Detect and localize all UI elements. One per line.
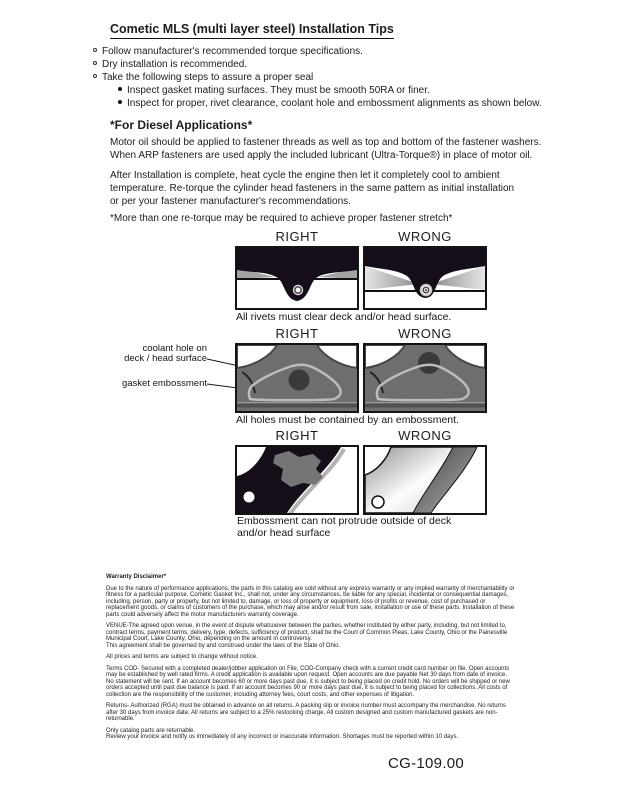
rivet-icon [291,283,305,297]
coolant-hole-label [85,344,207,363]
row2-right-label: RIGHT [275,326,319,341]
gasket-edge-seam [365,404,485,408]
tip-text: Inspect gasket mating surfaces. They must be smooth 50RA or finer. [127,85,430,96]
row2-caption: All holes must be contained by an embossment. [236,414,459,426]
disclaimer-paragraph: Due to the nature of performance applications, the parts in this catalog are sold without any express warranty or any implied warranty of merchantability or fitness for a particular purpose. Cometic Gasket Inc., shall not, under any circumstances, be liable for any special, incidental or consequential damages, including, person, party or property, but not limited to, damage, or loss of property or equipment, loss of profits or revenue, cost of purchased or replacement goods, or claims of customers of the purchase, which may arise and/or result from sale, installation or use of these parts. Installation of these parts could adversely affect the motor manufacturers warranty coverage. [106,585,515,618]
gasket-edge-seam [237,404,357,408]
filled-bullet-icon [118,100,122,104]
paragraph-line: After Installation is complete, heat cycle the engine then let it completely cool to ambient [110,170,500,181]
diagram-protrusion-right-panel [235,445,359,515]
hollow-bullet-icon [93,48,97,52]
diagram-rivet-right-panel [235,246,359,310]
disclaimer-paragraph: All prices and terms are subject to change without notice. [106,654,258,660]
row1-caption: All rivets must clear deck and/or head surface. [236,311,452,323]
tip-bullet [93,59,247,71]
hollow-bullet-icon [93,61,97,65]
coolant-hole [418,352,440,374]
paragraph-line: Motor oil should be applied to fastener threads as well as top and bottom of the fastener washers. [110,137,542,148]
rivet-icon [419,283,433,297]
row1-right-label: RIGHT [275,229,319,244]
caption-line: and/or head surface [237,527,331,539]
tip-sub-bullet [118,85,430,97]
rivet-touch-diagram [365,248,485,308]
page-number: CG-109.00 [388,755,465,772]
disclaimer-paragraph: Only catalog parts are returnable. [106,727,196,734]
retorque-note: *More than one re-torque may be required to achieve proper fastener stretch* [110,213,453,224]
tip-text: Follow manufacturer's recommended torque specifications. [102,46,363,57]
diesel-section-heading: *For Diesel Applications* [110,118,253,132]
diesel-paragraph-1 [110,136,541,162]
row3-right-label: RIGHT [275,428,319,443]
diesel-paragraph-2 [110,169,514,208]
bolt-hole [244,492,255,503]
row2-wrong-label: WRONG [398,326,452,341]
diagram-protrusion-wrong-panel [363,445,487,515]
disclaimer-paragraph: Returns- Authorized (RGA) must be obtained in advance on all returns. A packing slip or invoice number must accompany the merchandise. No returns after 30 days from invoice date. All returns are subject to a 25% restocking charge. All custom designed and custom manufactured gaskets are non-returnable. [106,703,506,722]
hollow-bullet-icon [93,74,97,78]
row1-wrong-label: WRONG [398,229,452,244]
row3-caption [237,515,451,539]
hole-in-embossment-diagram [237,345,357,411]
diagram-rivet-wrong-panel [363,246,487,310]
disclaimer-paragraph: Review your invoice and notify us immediately of any incorrect or inaccurate information. Shortages must be reported within 10 days. [106,734,459,740]
row3-wrong-label: WRONG [398,428,452,443]
tip-text: Inspect for proper, rivet clearance, coolant hole and embossment alignments as shown below. [127,98,542,109]
label-line: deck / head surface [124,352,207,364]
diagram-embossment-wrong-panel [363,343,487,413]
diagram-embossment-right-panel [235,343,359,413]
filled-bullet-icon [118,87,122,91]
paragraph-line: When ARP fasteners are used apply the included lubricant (Ultra-Torque®) in place of motor oil. [110,150,533,161]
embossment-protruding-diagram [365,447,485,513]
paragraph-line: temperature. Re-torque the cylinder head fasteners in the same pattern as initial installation [110,183,515,194]
disclaimer-heading: Warranty Disclaimer* [106,574,167,580]
warranty-disclaimer [106,574,516,746]
disclaimer-paragraph: This agreement shall be governed by and construed under the laws of the State of Ohio. [106,642,341,649]
tip-sub-bullet [118,98,542,110]
caption-line: Embossment can not protrude outside of deck [237,515,452,527]
page-title: Cometic MLS (multi layer steel) Installation Tips [110,22,394,39]
tip-text: Dry installation is recommended. [102,59,248,70]
bolt-hole [372,496,384,508]
disclaimer-paragraph: VENUE-The agreed upon venue, in the event of dispute whatsoever between the parties, whether instituted by either party, including, but not limited to, contract terms, payment terms, delivery, type, defects, sufficiency of product, shall be the Court of Common Pleas, Lake County, Ohio or the Painesville Municipal Court, Lake County, Ohio, depending on the amount in controversy. [106,623,508,642]
gasket-embossment-label: gasket embossment [121,378,207,389]
label-line: coolant hole on [142,343,207,354]
hole-outside-embossment-diagram [365,345,485,411]
tip-bullet [93,46,363,58]
tip-text: Take the following steps to assure a proper seal [102,72,314,83]
disclaimer-paragraph: Terms COD- Secured with a completed dealer/jobber application on File, COD-Company check with a current credit card number on file. Open accounts may be established by well rated firms. A credit application is available upon request. Open accounts are due payable Net 30 days from date of invoice. No statement will be sent. If an account becomes 60 or more days past due, it is subject to being placed on credit hold. No orders will be shipped or new orders accepted until past due balance is paid. If an account becomes 90 or more days past due, it is subject to being placed for collections. All costs of collection are the responsibility of the customer, including attorney fees, court costs, and other expenses of litigation. [106,665,510,698]
rivet-clear-diagram [237,248,357,308]
embossment-inside-deck-diagram [237,447,357,513]
paragraph-line: or per your fastener manufacturer's recommendations. [110,196,351,207]
tip-bullet [93,72,313,84]
coolant-hole [289,370,310,391]
